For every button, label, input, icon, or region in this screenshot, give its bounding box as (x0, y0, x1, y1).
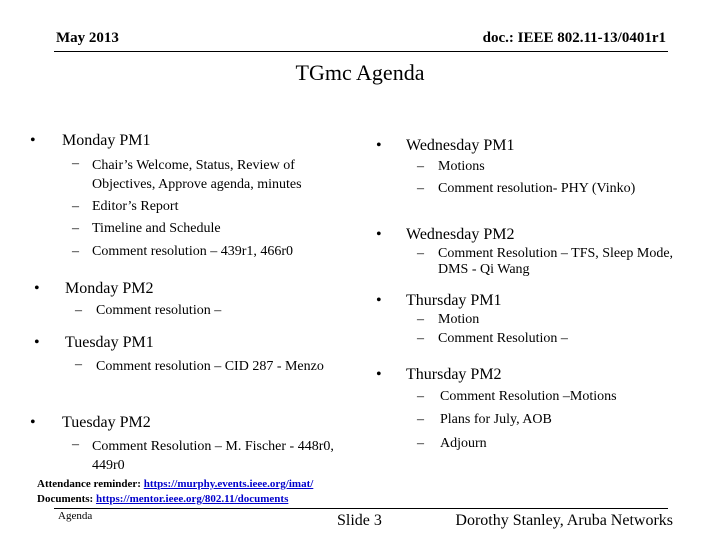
bullet-dot: • (376, 226, 382, 243)
bullet-dot: • (34, 334, 40, 351)
dash: – (75, 303, 82, 318)
dash: – (417, 159, 424, 174)
slide-number: Slide 3 (337, 512, 382, 529)
dash: – (417, 181, 424, 196)
bullet-dot: • (30, 414, 36, 431)
agenda-item: Adjourn (440, 436, 487, 451)
dash: – (72, 156, 79, 171)
section-heading-thursday-pm2: Thursday PM2 (406, 366, 502, 383)
agenda-item: Comment resolution – 439r1, 466r0 (92, 244, 294, 259)
dash: – (417, 331, 424, 346)
agenda-item: Comment Resolution – M. Fischer - 448r0, 449r0 (92, 439, 334, 473)
section-heading-thursday-pm1: Thursday PM1 (406, 292, 502, 309)
dash: – (72, 437, 79, 452)
section-heading-wednesday-pm1: Wednesday PM1 (406, 137, 515, 154)
dash: – (72, 221, 79, 236)
bullet-dot: • (376, 137, 382, 154)
section-heading-tuesday-pm2: Tuesday PM2 (62, 414, 151, 431)
footer-author: Dorothy Stanley, Aruba Networks (455, 512, 673, 529)
dash: – (417, 412, 424, 427)
agenda-item: Comment resolution – CID 287 - Menzo (96, 359, 324, 374)
agenda-item: Comment Resolution – TFS, Sleep Mode, DMS - Qi Wang (438, 246, 674, 277)
section-heading-wednesday-pm2: Wednesday PM2 (406, 226, 515, 243)
attendance-reminder (37, 478, 313, 490)
dash: – (417, 389, 424, 404)
footer-agenda-label: Agenda (58, 510, 93, 522)
bullet-dot: • (34, 280, 40, 297)
agenda-item: Motion (438, 312, 480, 327)
dash: – (72, 244, 79, 259)
agenda-item: Comment Resolution –Motions (440, 389, 617, 404)
dash: – (75, 357, 82, 372)
agenda-item: Editor’s Report (92, 199, 179, 214)
section-heading-monday-pm2: Monday PM2 (65, 280, 154, 297)
attendance-label: Attendance reminder: (37, 478, 144, 490)
dash: – (417, 312, 424, 327)
bullet-dot: • (376, 366, 382, 383)
agenda-item: Motions (438, 159, 485, 174)
slide-title: TGmc Agenda (295, 60, 425, 85)
header-date: May 2013 (56, 30, 119, 46)
agenda-item: Chair’s Welcome, Status, Review of Objectives, Approve agenda, minutes (92, 158, 302, 192)
footer-rule (54, 508, 668, 509)
attendance-link[interactable]: https://murphy.events.ieee.org/imat/ (143, 478, 314, 490)
documents-reminder (37, 493, 288, 505)
dash: – (417, 246, 424, 261)
bullet-dot: • (30, 132, 36, 149)
section-heading-monday-pm1: Monday PM1 (62, 132, 151, 149)
header-rule (54, 51, 668, 52)
header-doc-id: doc.: IEEE 802.11-13/0401r1 (482, 30, 666, 46)
agenda-item: Plans for July, AOB (440, 412, 552, 427)
agenda-item: Comment resolution – (96, 303, 222, 318)
documents-label: Documents: (37, 493, 96, 505)
agenda-item: Timeline and Schedule (92, 221, 221, 236)
documents-link[interactable]: https://mentor.ieee.org/802.11/documents (95, 493, 289, 505)
section-heading-tuesday-pm1: Tuesday PM1 (65, 334, 154, 351)
agenda-item: Comment resolution- PHY (Vinko) (438, 181, 636, 196)
dash: – (72, 199, 79, 214)
dash: – (417, 436, 424, 451)
agenda-item: Comment Resolution – (438, 331, 568, 346)
bullet-dot: • (376, 292, 382, 309)
